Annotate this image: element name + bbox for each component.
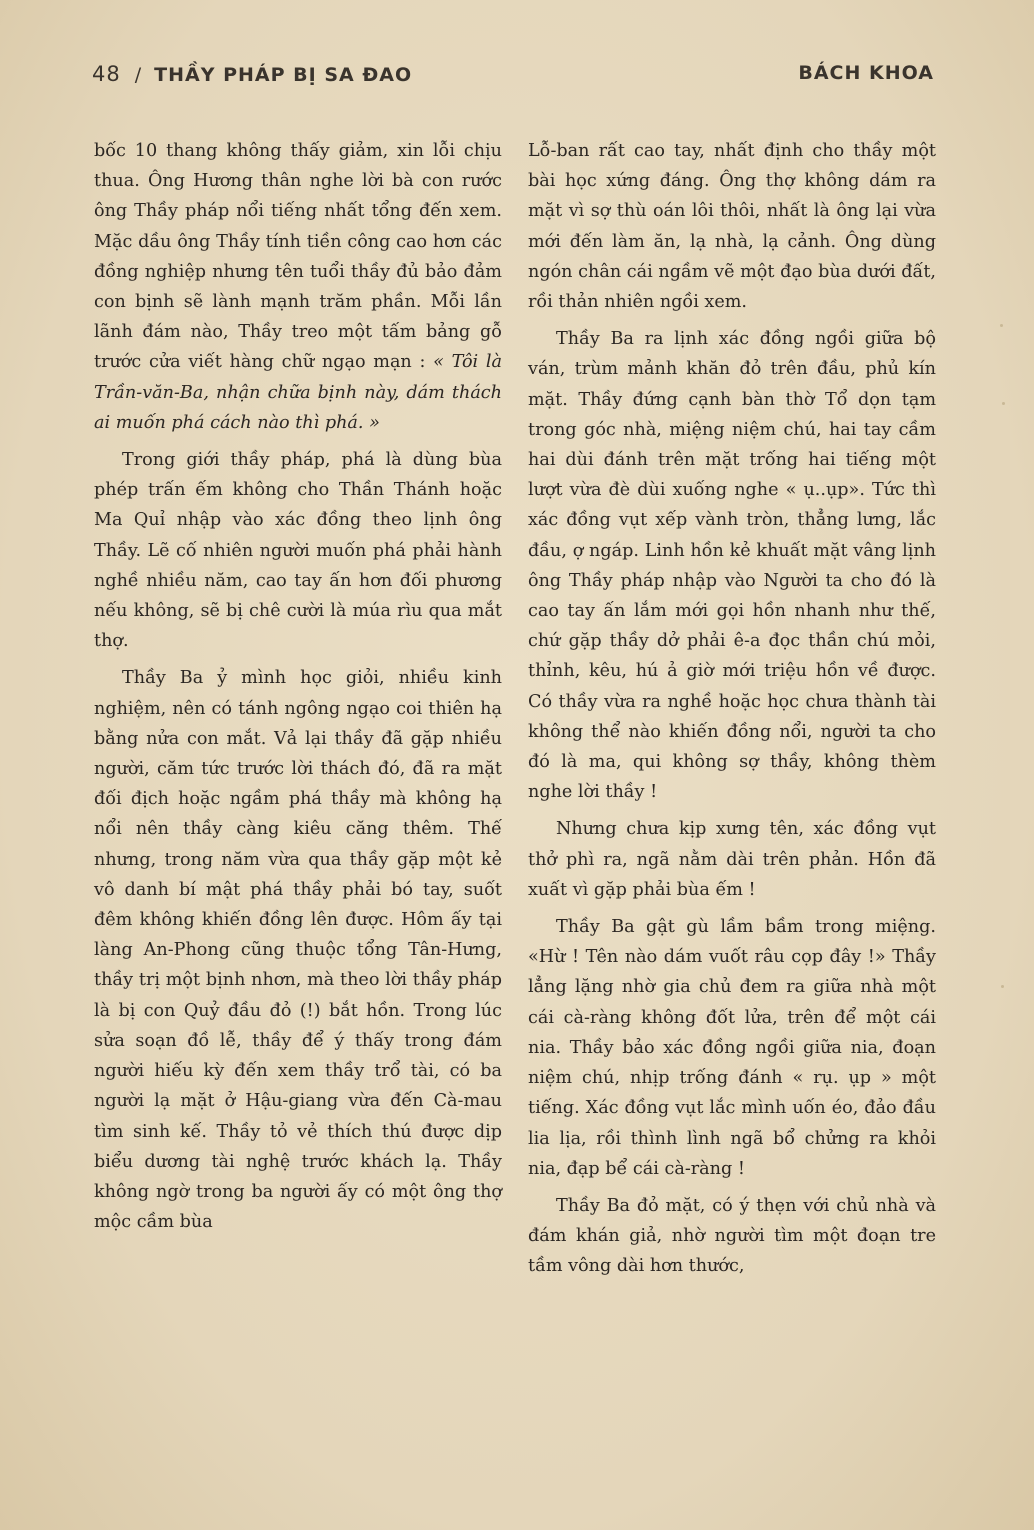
magazine-name: BÁCH KHOA [798, 62, 934, 84]
left-column [94, 136, 502, 1237]
right-paragraph-3: Nhưng chưa kịp xưng tên, xác đồng vụt thở phì ra, ngã nằm dài trên phản. Hồn đã xuất vì gặp phải bùa ếm ! [528, 819, 936, 900]
paper-speck [1002, 402, 1005, 405]
paper-speck [1000, 324, 1003, 327]
right-column [528, 136, 936, 1282]
page-header [92, 62, 934, 96]
left-paragraph-1 [94, 136, 502, 438]
right-paragraph-5: Thầy Ba đỏ mặt, có ý thẹn với chủ nhà và đám khán giả, nhờ người tìm một đoạn tre tầm vông dài hơn thước, [528, 1195, 936, 1277]
left-paragraph-1-text: bốc 10 thang không thấy giảm, xin lỗi chịu thua. Ông Hương thân nghe lời bà con rước ông Thầy pháp nổi tiếng nhất tổng đến xem. Mặc dầu ông Thầy tính tiền công cao hơn các đồng nghiệp nhưng tên tuổi thầy đủ bảo đảm con bịnh sẽ lành mạnh trăm phần. Mỗi lần lãnh đám nào, Thầy treo một tấm bảng gỗ trước cửa viết hàng chữ ngạo mạn : [94, 141, 502, 373]
left-paragraph-3: Thầy Ba ỷ mình học giỏi, nhiều kinh nghiệm, nên có tánh ngông ngạo coi thiên hạ bằng nửa con mắt. Vả lại thầy đã gặp nhiều người, căm tức trước lời thách đó, đã ra mặt đối địch hoặc ngầm phá thầy mà không hạ nổi nên thầy càng kiêu căng thêm. Thế nhưng, trong năm vừa qua thầy gặp một kẻ vô danh bí mật phá thầy phải bó tay, suốt đêm không khiến đồng lên được. Hôm ấy tại làng An-Phong cũng thuộc tổng Tân-Hưng, thầy trị một bịnh nhơn, mà theo lời thầy pháp là bị con Quỷ đầu đỏ (!) bắt hồn. Trong lúc sửa soạn đồ lễ, thầy để ý thấy trong đám người hiếu kỳ đến xem thầy trổ tài, có ba người lạ mặt ở Hậu-giang vừa đến Cà-mau tìm sinh kế. Thầy tỏ vẻ thích thú được dịp biểu dương tài nghệ trước khách lạ. Thầy không ngờ trong ba người ấy có một ông thợ mộc cầm bùa [94, 668, 502, 1233]
header-left [92, 62, 412, 86]
header-separator: / [134, 64, 143, 86]
page-number: 48 [92, 62, 121, 86]
sign-quote: « Tôi là Trần-văn-Ba, nhận chữa bịnh này, dám thách ai muốn phá cách nào thì phá. » [94, 352, 503, 433]
left-paragraph-2: Trong giới thầy pháp, phá là dùng bùa phép trấn ếm không cho Thần Thánh hoặc Ma Quỉ nhập vào xác đồng theo lịnh ông Thầy. Lẽ cố nhiên người muốn phá phải hành nghề nhiều năm, cao tay ấn hơn đối phương nếu không, sẽ bị chê cười là múa rìu qua mắt thợ. [94, 450, 502, 652]
right-paragraph-1: Lỗ-ban rất cao tay, nhất định cho thầy một bài học xứng đáng. Ông thợ không dám ra mặt vì sợ thù oán lôi thôi, nhất là ông lại vừa mới đến làm ăn, lạ nhà, lạ cảnh. Ông dùng ngón chân cái ngầm vẽ một đạo bùa dưới đất, rồi thản nhiên ngồi xem. [528, 141, 936, 313]
paper-speck [1001, 985, 1004, 988]
right-paragraph-4: Thầy Ba gật gù lầm bầm trong miệng. «Hừ ! Tên nào dám vuốt râu cọp đây !» Thầy lẳng lặng nhờ gia chủ đem ra giữa nhà một cái cà-ràng không đốt lửa, trên để một cái nia. Thầy bảo xác đồng ngồi giữa nia, đoạn niệm chú, nhịp trống đánh « rụ. ụp » một tiếng. Xác đồng vụt lắc mình uốn éo, đảo đầu lia lịa, rồi thình lình ngã bổ chửng ra khỏi nia, đạp bể cái cà-ràng ! [528, 917, 936, 1179]
article-title: THẦY PHÁP BỊ SA ĐAO [154, 64, 413, 86]
right-paragraph-2: Thầy Ba ra lịnh xác đồng ngồi giữa bộ ván, trùm mảnh khăn đỏ trên đầu, phủ kín mặt. Thầy đứng cạnh bàn thờ Tổ dọn tạm trong góc nhà, miệng niệm chú, hai tay cầm hai dùi đánh trên mặt trống hai tiếng một lượt vừa đè dùi xuống nghe « ụ..ụp». Tức thì xác đồng vụt xếp vành tròn, thẳng lưng, lắc đầu, ợ ngáp. Linh hồn kẻ khuất mặt vâng lịnh ông Thầy pháp nhập vào Người ta cho đó là cao tay ấn lắm mới gọi hồn nhanh như thế, chứ gặp thầy dở phải ê-a đọc thần chú mỏi, thỉnh, kêu, hú ả giờ mới triệu hồn về được. Có thầy vừa ra nghề hoặc học chưa thành tài không thể nào khiến đồng nổi, người ta cho đó là ma, qui không sợ thầy, không thèm nghe lời thầy ! [528, 329, 936, 803]
